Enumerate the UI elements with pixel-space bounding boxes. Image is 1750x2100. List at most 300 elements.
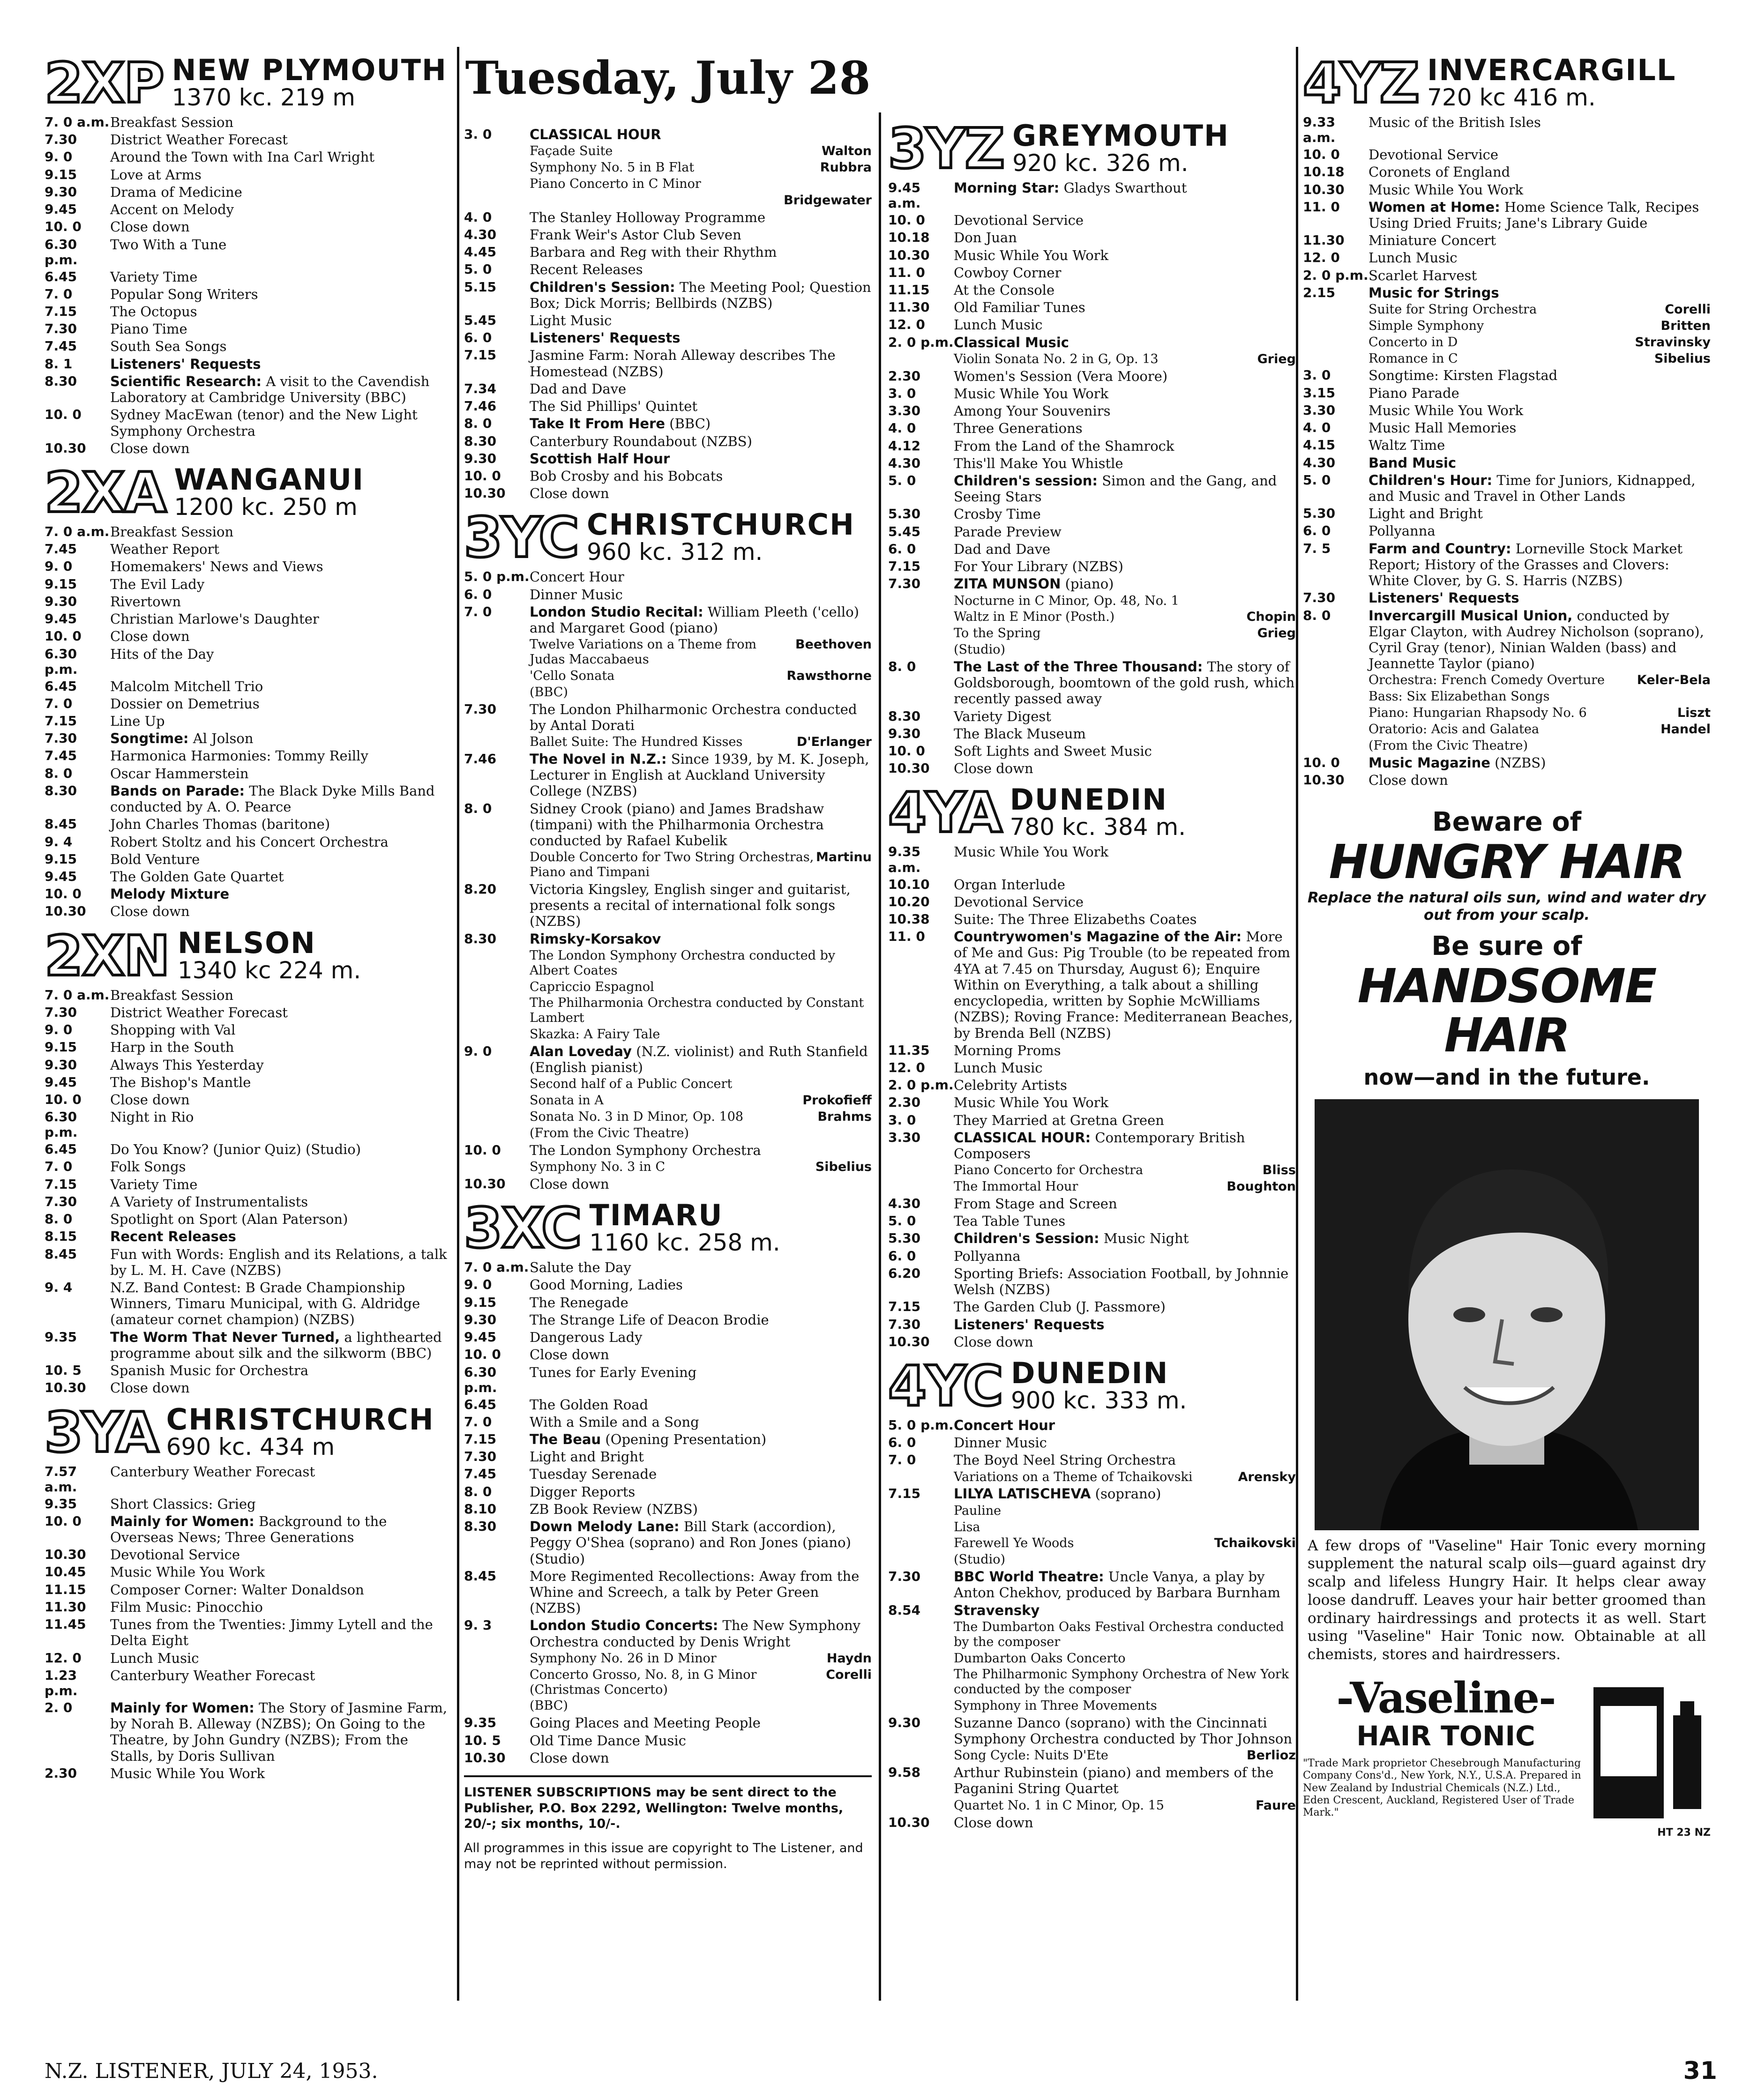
programme-item (45, 1650, 452, 1666)
programme-time: 9.30 (888, 1714, 921, 1730)
programme-time: 9.45 (45, 611, 77, 627)
programme-title: Malcolm Mitchell Trio (110, 678, 263, 694)
programme-time: 8. 0 (45, 765, 73, 781)
programme-text (954, 455, 1296, 471)
programme-title: Close down (954, 1814, 1033, 1831)
programme-time: 10.30 (45, 1380, 86, 1396)
programme-item (45, 1599, 452, 1615)
programme-text (110, 184, 452, 200)
programme-subitem (1303, 689, 1711, 704)
programme-time: 10.18 (1303, 164, 1345, 180)
programme-text (530, 1277, 872, 1293)
programme-time: 7.15 (888, 1299, 921, 1315)
programme-title: The Evil Lady (110, 576, 205, 592)
programme-title: Close down (530, 485, 609, 502)
programme-text (530, 1142, 872, 1158)
programme-text (1369, 772, 1711, 788)
programme-text (110, 1496, 452, 1512)
programme-title: Coronets of England (1369, 164, 1511, 180)
composer-name: Prokofieff (802, 1093, 872, 1108)
programme-text (1369, 367, 1711, 383)
programme-time: 7.30 (888, 1316, 921, 1332)
work-title: Piano Concerto in C Minor (530, 176, 701, 191)
programme-time: 2. 0 p.m. (888, 1077, 954, 1093)
programme-time: 4.30 (888, 455, 921, 471)
programme-item (888, 1077, 1296, 1093)
programme-title: More Regimented Recollections: Away from the Whine and Screech, a talk by Peter Green (NZBS) (530, 1568, 860, 1616)
programme-text (954, 929, 1296, 1041)
programme-title: From the Land of the Shamrock (954, 438, 1174, 454)
programme-time: 11.45 (45, 1616, 86, 1632)
programme-item (888, 541, 1296, 557)
programme-time: 10. 0 (464, 468, 501, 484)
programme-item (45, 356, 452, 372)
programme-item (1303, 367, 1711, 383)
ad-brand-block (1303, 1673, 1711, 1839)
programme-title: Cowboy Corner (954, 264, 1062, 281)
work-title: Song Cycle: Nuits D'Ete (954, 1748, 1108, 1763)
programme-subitem (464, 637, 872, 667)
programme-highlight: Countrywomen's Magazine of the Air: (954, 929, 1242, 945)
programme-title: The story of Goldsborough, boomtown of the gold rush, which recently passed away (954, 658, 1295, 707)
programme-time: 8.30 (464, 931, 497, 946)
programme-text (954, 1602, 1296, 1618)
programme-item (45, 834, 452, 850)
station-frequency: 900 kc. 333 m. (1010, 1386, 1187, 1414)
programme-item (1303, 147, 1711, 163)
programme-item (888, 1213, 1296, 1229)
programme-item (45, 201, 452, 217)
programme-title: District Weather Forecast (110, 132, 288, 148)
programme-item (888, 473, 1296, 505)
ad-beware: Beware of (1432, 807, 1582, 838)
composer-name: Rubbra (820, 160, 872, 175)
programme-text (530, 485, 872, 501)
programme-item (888, 743, 1296, 759)
programme-title: From Stage and Screen (954, 1195, 1117, 1212)
programme-time: 10.30 (1303, 772, 1345, 788)
programme-title: A visit to the Cavendish Laboratory at Cambridge University (BBC) (110, 373, 430, 406)
programme-title: Don Juan (954, 230, 1017, 246)
programme-highlight: Children's Hour: (1369, 472, 1493, 488)
programme-title: Recent Releases (110, 1229, 236, 1245)
programme-item (45, 1765, 452, 1781)
programme-time: 10.30 (464, 1176, 506, 1191)
programme-text (110, 1582, 452, 1598)
programme-item (464, 468, 872, 484)
composer-name: Keler-Bela (1637, 673, 1711, 688)
programme-title: Spotlight on Sport (Alan Paterson) (110, 1211, 348, 1228)
programme-item (45, 1496, 452, 1512)
programme-title: Dad and Dave (954, 541, 1051, 557)
programme-time: 6.30 p.m. (45, 1109, 78, 1140)
programme-item (45, 1564, 452, 1580)
programme-title: Sydney MacEwan (tenor) and the New Light Symphony Orchestra (110, 407, 418, 439)
programme-time: 4. 0 (1303, 420, 1331, 436)
programme-title: They Married at Gretna Green (954, 1112, 1164, 1128)
programme-highlight: Invercargill Musical Union, (1369, 607, 1573, 624)
column-4 (1303, 47, 1711, 2005)
programme-text (1369, 755, 1711, 771)
programme-text (954, 1715, 1296, 1747)
programme-title: The Black Museum (954, 725, 1086, 742)
programme-item (464, 244, 872, 260)
programme-highlight: Mainly for Women: (110, 1699, 254, 1716)
programme-text (110, 730, 452, 746)
programme-time: 7.46 (464, 751, 497, 767)
programme-item (464, 1431, 872, 1447)
composer-name: Tchaikovski (1214, 1536, 1296, 1551)
programme-subitem (1303, 351, 1711, 366)
programme-time: 11.15 (888, 282, 930, 298)
programme-item (45, 696, 452, 712)
programme-title: Light and Bright (530, 1449, 644, 1465)
work-title: Orchestra: French Comedy Overture (1369, 673, 1605, 688)
programme-subitem (888, 594, 1296, 609)
programme-text (1369, 472, 1711, 504)
column-rule (879, 112, 881, 2001)
programme-time: 8.20 (464, 881, 497, 897)
programme-time: 7.15 (888, 1486, 921, 1502)
programme-time: 7. 0 (45, 1159, 73, 1175)
programme-subitem (464, 1093, 872, 1108)
programme-text (530, 1043, 872, 1075)
programme-item (888, 335, 1296, 350)
page-date-heading: Tuesday, July 28 (465, 52, 871, 104)
programme-time: 9.45 (45, 869, 77, 884)
programme-item (45, 678, 452, 694)
programme-item (1303, 523, 1711, 539)
programme-text (110, 766, 452, 782)
programme-text (530, 1414, 872, 1430)
programme-title: Close down (110, 1380, 190, 1396)
programme-text (530, 381, 872, 397)
work-title: Variations on a Theme of Tchaikovski (954, 1469, 1193, 1484)
programme-title: Women's Session (Vera Moore) (954, 368, 1168, 384)
programme-time: 10. 0 (464, 1142, 501, 1158)
programme-text (110, 903, 452, 919)
programme-title: Concert Hour (530, 569, 624, 585)
programme-time: 9.15 (45, 851, 77, 867)
programme-title: Oscar Hammerstein (110, 765, 249, 782)
programme-time: 10. 0 (45, 407, 82, 423)
programme-time: 10.30 (1303, 181, 1345, 197)
programme-time: 7. 0 a.m. (464, 1259, 529, 1275)
programme-time: 7.30 (45, 1193, 77, 1209)
programme-text (110, 1668, 452, 1698)
composer-name: Liszt (1677, 706, 1711, 721)
programme-item (888, 1060, 1296, 1076)
programme-text (954, 1248, 1296, 1264)
programme-title: Organ Interlude (954, 876, 1065, 893)
programme-subitem (888, 626, 1296, 641)
programme-subitem (464, 850, 872, 880)
work-title: Pauline (954, 1503, 1002, 1518)
programme-text (954, 230, 1296, 246)
programme-time: 12. 0 (888, 1059, 925, 1075)
programme-text (110, 678, 452, 694)
work-title: Symphony in Three Movements (954, 1698, 1157, 1713)
programme-time: 11. 0 (888, 264, 925, 280)
programme-item (888, 726, 1296, 742)
programme-title: The London Philharmonic Orchestra conducted by Antal Dorati (530, 701, 857, 733)
programme-text (530, 1617, 872, 1649)
programme-item (888, 1230, 1296, 1246)
programme-text (530, 1295, 872, 1311)
station-heading (1303, 51, 1711, 115)
programme-title: Listeners' Requests (1369, 590, 1519, 606)
station-heading (45, 1400, 452, 1465)
station-heading (45, 51, 452, 115)
programme-text (954, 1095, 1296, 1110)
programme-text (530, 468, 872, 484)
programme-item (45, 1159, 452, 1175)
programme-subitem (888, 1748, 1296, 1763)
programme-title: Bill Stark (accordion), Peggy O'Shea (soprano) and Ron Jones (piano) (Studio) (530, 1519, 851, 1567)
programme-text (954, 368, 1296, 384)
programme-text (110, 1280, 452, 1328)
programme-title: With a Smile and a Song (530, 1414, 699, 1430)
programme-title: Contemporary British Composers (954, 1129, 1245, 1162)
programme-time: 10. 0 (464, 1347, 501, 1363)
programme-text (530, 330, 872, 346)
programme-title: Devotional Service (954, 894, 1084, 910)
programme-subitem (888, 642, 1296, 657)
programme-time: 9.35 (464, 1715, 497, 1731)
programme-item (464, 347, 872, 379)
programme-text (954, 1569, 1296, 1601)
programme-text (954, 1266, 1296, 1297)
station-meta (177, 925, 361, 984)
station-meta (1010, 1355, 1187, 1414)
programme-time: 7.15 (45, 1176, 77, 1192)
programme-time: 7. 0 (45, 286, 73, 302)
work-title: Simple Symphony (1369, 318, 1484, 333)
programme-text (110, 1765, 452, 1781)
programme-item (45, 628, 452, 644)
programme-title: Miniature Concert (1369, 232, 1496, 249)
programme-text (954, 1043, 1296, 1058)
programme-time: 9.30 (464, 450, 497, 466)
programme-text (110, 1057, 452, 1073)
programme-subitem (888, 1504, 1296, 1519)
programme-text (530, 1312, 872, 1328)
programme-time: 5. 0 (888, 472, 916, 488)
programme-highlight: Children's Session: (530, 279, 675, 295)
station-callsign: 3XC (464, 1196, 581, 1261)
composer-name: Corelli (1665, 302, 1711, 317)
programme-time: 9.15 (45, 1039, 77, 1055)
programme-item (45, 1092, 452, 1108)
programme-text (954, 1815, 1296, 1831)
programme-item (45, 1329, 452, 1361)
programme-text (110, 576, 452, 592)
programme-text (954, 541, 1296, 557)
programme-time: 7. 0 (45, 695, 73, 711)
programme-subitem (1303, 302, 1711, 317)
station-heading (464, 1196, 872, 1261)
programme-text (110, 1380, 452, 1396)
programme-text (954, 420, 1296, 436)
programme-item (888, 368, 1296, 384)
programme-item (45, 576, 452, 592)
programme-text (530, 1501, 872, 1517)
programme-time: 6.30 p.m. (45, 646, 78, 677)
programme-text (954, 877, 1296, 893)
programme-title: Tea Table Tunes (954, 1213, 1066, 1229)
programme-item (888, 1417, 1296, 1433)
programme-item (888, 1299, 1296, 1315)
programme-text (1369, 590, 1711, 606)
work-title: (From the Civic Theatre) (530, 1126, 689, 1141)
programme-text (1369, 420, 1711, 436)
programme-time: 5. 0 p.m. (464, 569, 530, 585)
programme-text (1369, 147, 1711, 163)
composer-name: Britten (1660, 318, 1711, 333)
programme-title: Close down (110, 903, 190, 920)
programme-subitem (464, 948, 872, 978)
programme-subitem (464, 980, 872, 995)
programme-text (110, 783, 452, 815)
programme-title: The Story of Jasmine Farm, by Norah B. Alleway (NZBS); On Going to the Theatre, by John Gundry (NZBS); From the Stalls, by Doris Sullivan (110, 1699, 448, 1764)
programme-time: 7.15 (464, 347, 497, 363)
programme-title: Music Night (1099, 1230, 1189, 1247)
programme-item (45, 611, 452, 627)
programme-highlight: Scientific Research: (110, 373, 262, 389)
station-meta (174, 462, 365, 521)
programme-time: 2.15 (1303, 284, 1336, 300)
programme-time: 8.45 (45, 1246, 77, 1262)
programme-time: 7.30 (464, 1449, 497, 1465)
programme-item (888, 1266, 1296, 1297)
work-title: Sonata in A (530, 1093, 604, 1108)
work-title: Twelve Variations on a Theme from Judas Maccabaeus (530, 637, 757, 667)
subscriptions-text: LISTENER SUBSCRIPTIONS may be sent direct to the Publisher, P.O. Box 2292, Wellington: Twelve months, 20/-; six months, 10/-. (464, 1785, 844, 1832)
programme-text (954, 659, 1296, 707)
programme-text (530, 1568, 872, 1616)
programme-title: N.Z. Band Contest: B Grade Championship Winners, Timaru Municipal, with G. Aldridge (amateur cornet champion) (NZBS) (110, 1280, 420, 1328)
programme-title: Close down (530, 1347, 609, 1363)
programme-title: Close down (1369, 772, 1448, 788)
programme-title: Dad and Dave (530, 380, 627, 397)
programme-title: Rivertown (110, 593, 181, 610)
programme-highlight: Children's Session: (954, 1230, 1099, 1247)
programme-time: 11.30 (1303, 232, 1345, 248)
programme-text (110, 338, 452, 354)
programme-text (110, 1039, 452, 1055)
programme-item (45, 237, 452, 268)
programme-time: 10.30 (888, 1333, 930, 1349)
programme-item (1303, 285, 1711, 301)
programme-text (954, 1299, 1296, 1315)
work-title: Façade Suite (530, 144, 613, 159)
programme-text (530, 1259, 872, 1275)
programme-item (464, 569, 872, 585)
work-title: Symphony No. 26 in D Minor (530, 1651, 717, 1666)
programme-title: Rimsky-Korsakov (530, 931, 661, 947)
programme-highlight: Alan Loveday (530, 1043, 632, 1060)
programme-time: 11. 0 (888, 929, 925, 945)
programme-title: Close down (954, 1333, 1033, 1350)
work-title: Farewell Ye Woods (954, 1536, 1074, 1551)
work-title: Second half of a Public Concert (530, 1077, 733, 1092)
programme-text (110, 269, 452, 285)
programme-title: a lighthearted programme about silk and the silkworm (BBC) (110, 1329, 442, 1361)
programme-item (1303, 268, 1711, 283)
programme-item (888, 1765, 1296, 1796)
programme-item (1303, 541, 1711, 589)
programme-item (464, 416, 872, 432)
programme-subitem (1303, 335, 1711, 350)
programme-title: Uncle Vanya, a play by Anton Chekhov, produced by Barbara Burnham (954, 1569, 1280, 1601)
subscriptions-box (464, 1775, 872, 1872)
programme-time: 8.30 (464, 1519, 497, 1534)
work-title: The Philharmonia Orchestra conducted by Constant Lambert (530, 996, 864, 1026)
programme-time: 8.30 (45, 782, 77, 798)
programme-item (45, 1177, 452, 1192)
programme-item (888, 1317, 1296, 1333)
programme-highlight: Music Magazine (1369, 754, 1490, 771)
programme-item (45, 167, 452, 183)
programme-item (45, 149, 452, 165)
programme-time: 9. 3 (464, 1617, 492, 1633)
programme-text (530, 261, 872, 277)
programme-item (45, 1229, 452, 1244)
programme-title: Music While You Work (1369, 181, 1524, 198)
programme-subitem (888, 352, 1296, 367)
programme-title: Among Your Souvenirs (954, 403, 1111, 419)
programme-time: 10.20 (888, 894, 930, 909)
programme-item (888, 317, 1296, 333)
work-title: (From the Civic Theatre) (1369, 738, 1528, 753)
composer-name: D'Erlanger (796, 735, 872, 750)
programme-title: Background to the Overseas News; Three Generations (110, 1513, 387, 1546)
programme-title: ZB Book Review (NZBS) (530, 1501, 698, 1517)
programme-title: Variety Time (110, 1176, 198, 1192)
programme-title: Harmonica Harmonies: Tommy Reilly (110, 748, 368, 764)
programme-highlight: London Studio Recital: (530, 603, 703, 620)
programme-time: 11.30 (888, 299, 930, 315)
composer-name: Haydn (826, 1651, 872, 1666)
programme-title: Digger Reports (530, 1483, 636, 1500)
programme-subitem (888, 1667, 1296, 1697)
programme-title: Two With a Tune (110, 236, 227, 253)
programme-title: This'll Make You Whistle (954, 455, 1123, 471)
work-title: Lisa (954, 1519, 980, 1534)
programme-item (1303, 420, 1711, 436)
programme-time: 10. 0 (45, 1091, 82, 1107)
vaseline-advertisement (1303, 807, 1711, 1839)
programme-time: 8. 0 (464, 800, 492, 816)
programme-title: A Variety of Instrumentalists (110, 1193, 308, 1210)
programme-time: 3. 0 (888, 385, 916, 401)
programme-item (464, 433, 872, 449)
programme-time: 9.45 a.m. (888, 180, 921, 211)
programme-title: (Opening Presentation) (601, 1431, 767, 1448)
programme-item (45, 1194, 452, 1210)
programme-title: Music While You Work (954, 844, 1109, 860)
programme-item (45, 646, 452, 677)
programme-text (530, 433, 872, 449)
programme-text (954, 438, 1296, 454)
programme-text (954, 1317, 1296, 1333)
programme-item (45, 373, 452, 405)
programme-item (45, 1464, 452, 1495)
programme-item (464, 1329, 872, 1345)
tonic-bottle-icon (1589, 1673, 1711, 1823)
programme-time: 9.30 (464, 1311, 497, 1327)
programme-item (1303, 385, 1711, 401)
